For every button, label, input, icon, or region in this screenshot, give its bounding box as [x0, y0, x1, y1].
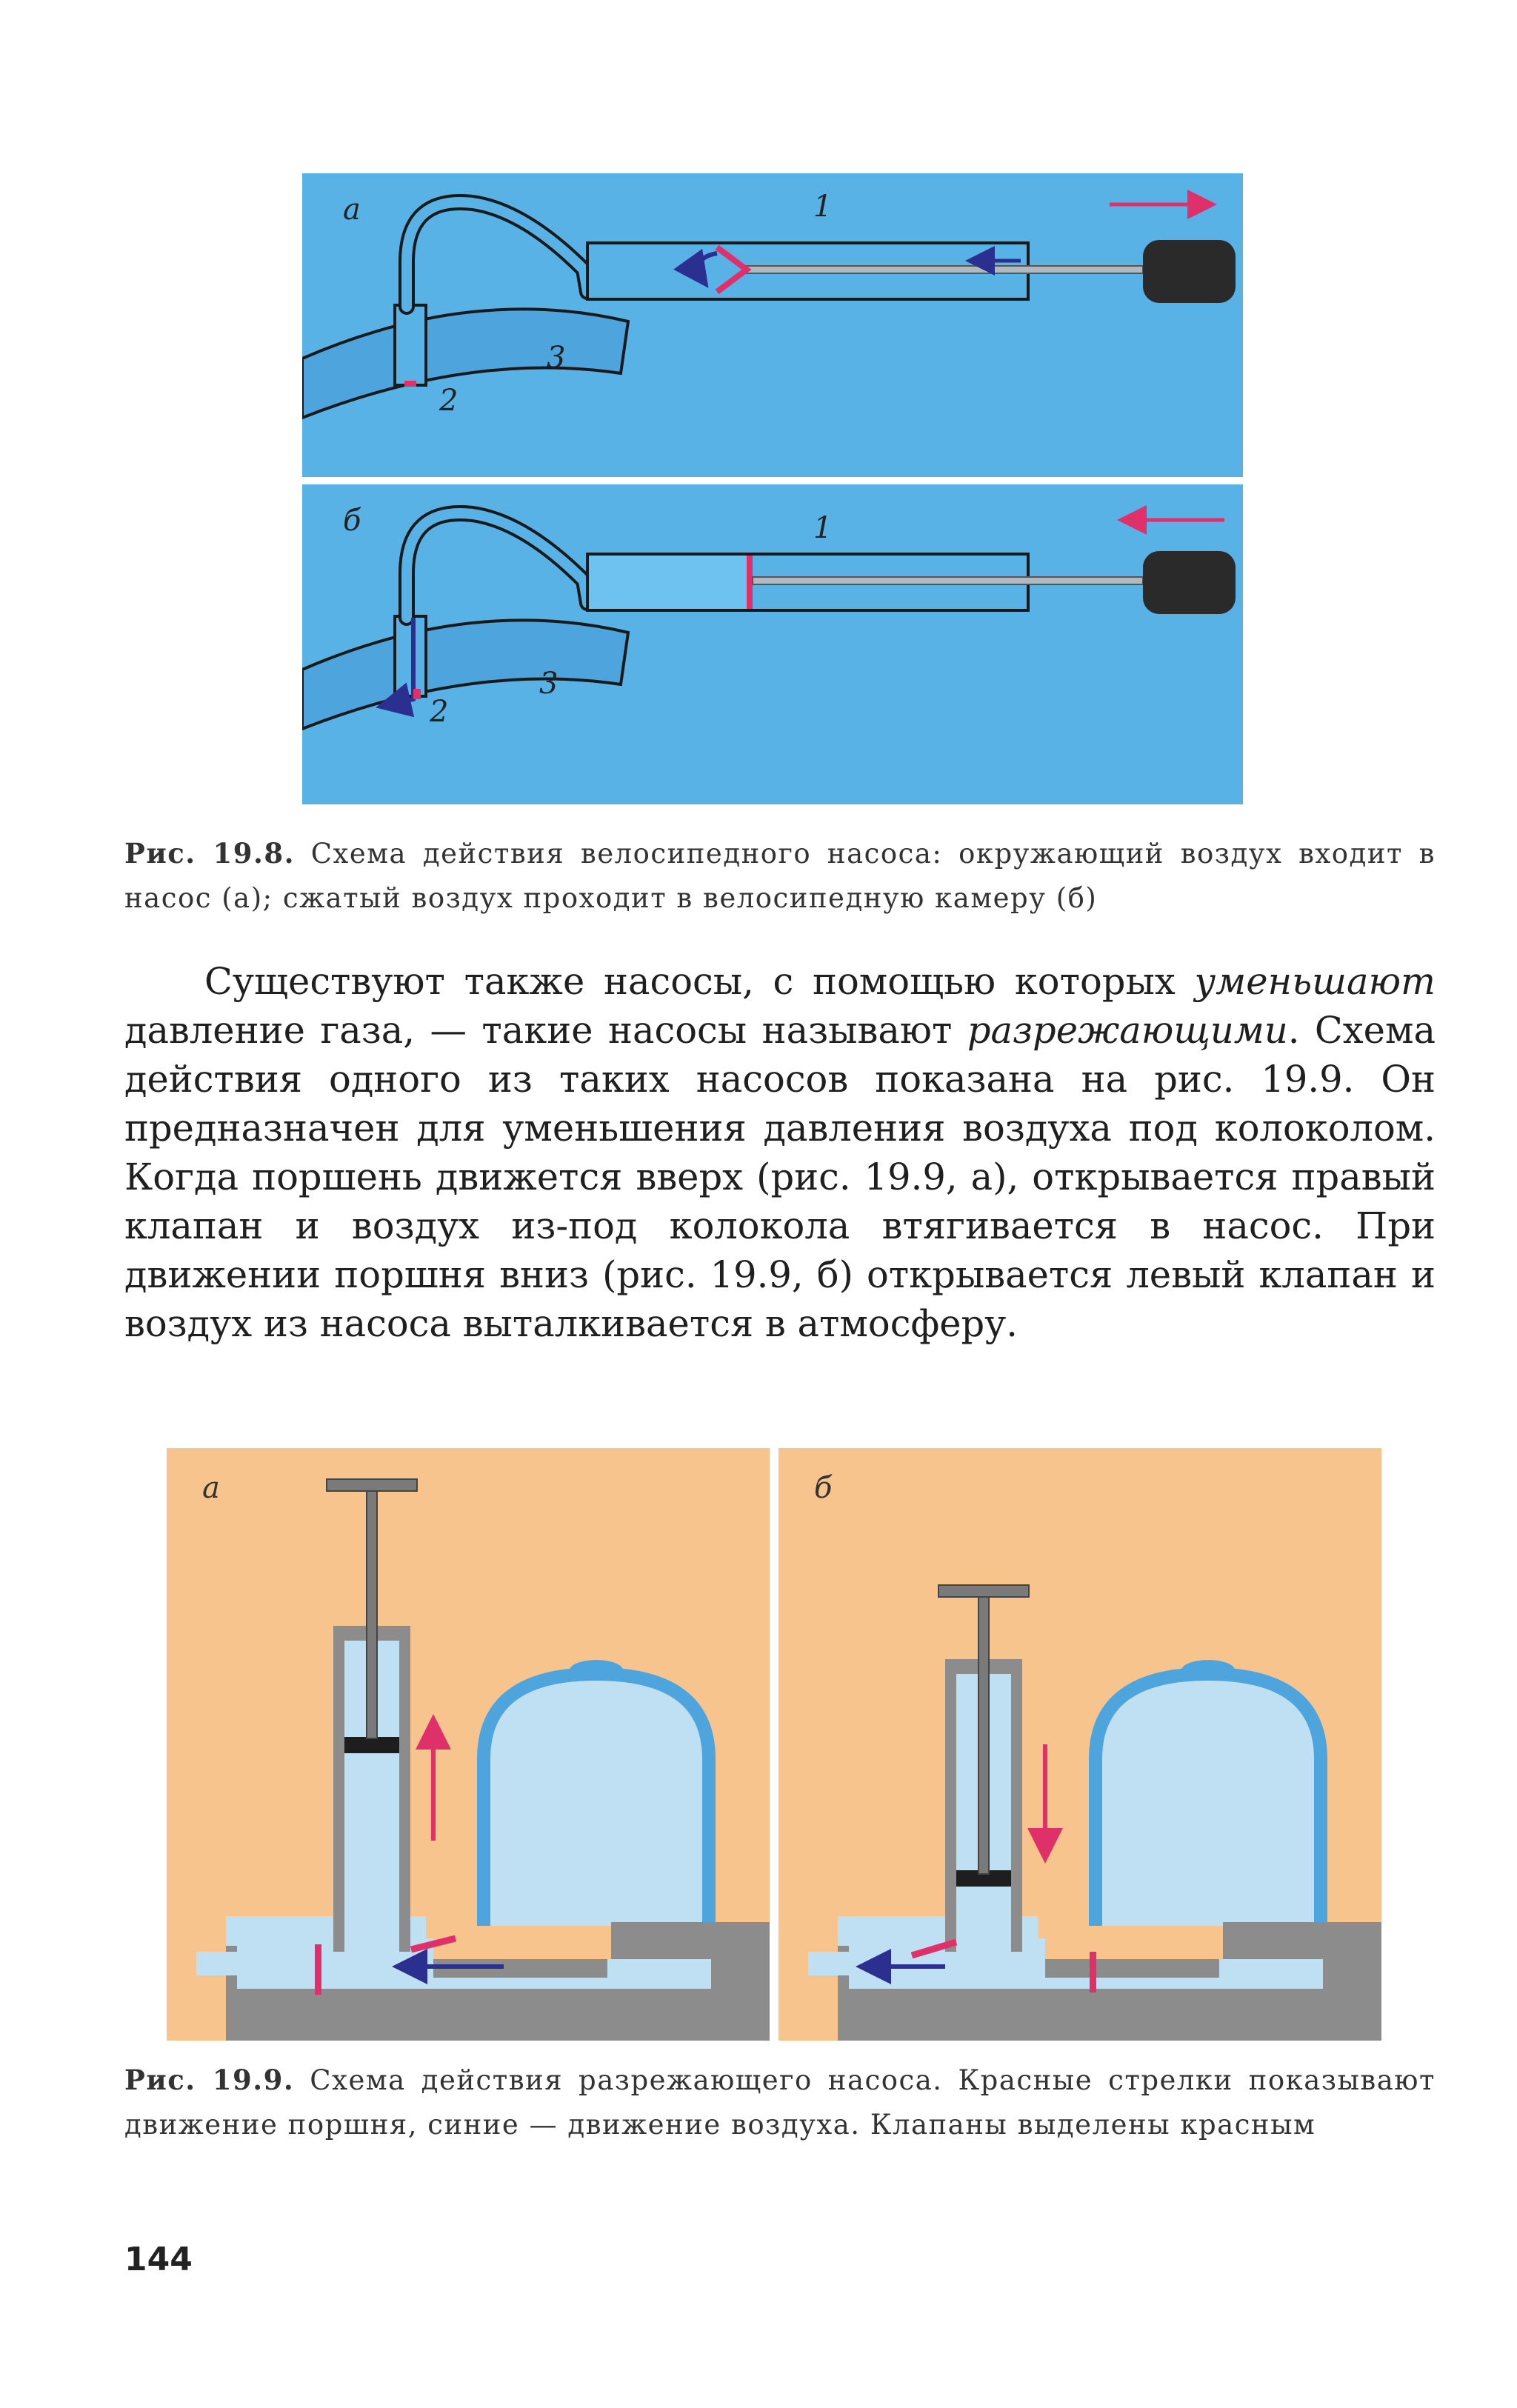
piston-rod	[753, 577, 1143, 584]
emphasis: уменьшают	[1194, 960, 1436, 1003]
pump-handle	[1143, 240, 1236, 303]
label-barrel: 1	[813, 511, 833, 545]
piston	[344, 1737, 399, 1753]
piston-rod	[978, 1592, 989, 1874]
bell-jar	[1096, 1674, 1321, 1926]
valve-seal	[404, 381, 416, 387]
text-run: Существуют также насосы, с помощью которых	[204, 960, 1195, 1003]
figure-19-8	[302, 173, 1243, 804]
panel-letter: б	[814, 1471, 833, 1505]
label-valve: 2	[430, 695, 449, 729]
panel-letter: а	[202, 1471, 220, 1505]
figure-19-9-caption	[124, 2058, 1436, 2147]
figure-19-9-panel-b	[778, 1448, 1381, 2041]
compressed-air	[589, 556, 748, 609]
body-paragraph	[124, 957, 1436, 1348]
caption-text: Схема действия велосипедного насоса: окружающий воздух входит в насос (а); сжатый воздух проходит в велосипедную камеру (б)	[124, 838, 1436, 914]
caption-lead: Рис. 19.9.	[124, 2064, 295, 2096]
label-valve: 2	[439, 384, 459, 418]
text-run: . Схема действия одного из таких насосов показана на рис. 19.9. Он предназначен для уменьшения давления воздуха под колоколом. Когда поршень движется вверх (рис. 19.9, а), открывается правый клапан и воздух из-под колокола втягивается в насос. При движении поршня вниз (рис. 19.9, б) открывается левый клапан и воздух из насоса выталкивается в атмосферу.	[124, 1009, 1436, 1345]
bell-knob	[1181, 1660, 1235, 1681]
right-valve	[1090, 1952, 1096, 1992]
figure-19-8-panel-b	[302, 484, 1243, 804]
bell-knob	[570, 1660, 623, 1681]
panel-letter: б	[343, 504, 361, 538]
valve-stem	[395, 616, 426, 696]
figure-19-8-caption	[124, 831, 1436, 921]
piston-rod	[367, 1487, 377, 1738]
panel-letter: а	[343, 193, 361, 227]
valve-seal	[413, 689, 421, 699]
caption-lead: Рис. 19.8.	[124, 837, 295, 870]
text-run: давление газа, — такие насосы называют	[124, 1009, 967, 1052]
t-handle	[938, 1585, 1029, 1597]
label-barrel: 1	[813, 190, 833, 224]
emphasis: разрежающими	[967, 1009, 1288, 1052]
bell-jar	[484, 1674, 709, 1926]
label-tyre: 3	[547, 341, 566, 375]
figure-19-9	[167, 1448, 1381, 2041]
caption-text: Схема действия разрежающего насоса. Красные стрелки показывают движение поршня, синие — движение воздуха. Клапаны выделены красным	[124, 2064, 1436, 2141]
pump-handle	[1143, 551, 1236, 614]
figure-19-9-panel-a	[167, 1448, 770, 2041]
piston-rod	[747, 266, 1143, 273]
t-handle	[327, 1479, 417, 1491]
label-tyre: 3	[539, 667, 559, 701]
valve-stem	[395, 305, 426, 385]
piston	[747, 556, 753, 609]
page-number: 144	[124, 2241, 193, 2278]
figure-19-8-panel-a	[302, 173, 1243, 477]
left-valve	[315, 1944, 321, 1995]
